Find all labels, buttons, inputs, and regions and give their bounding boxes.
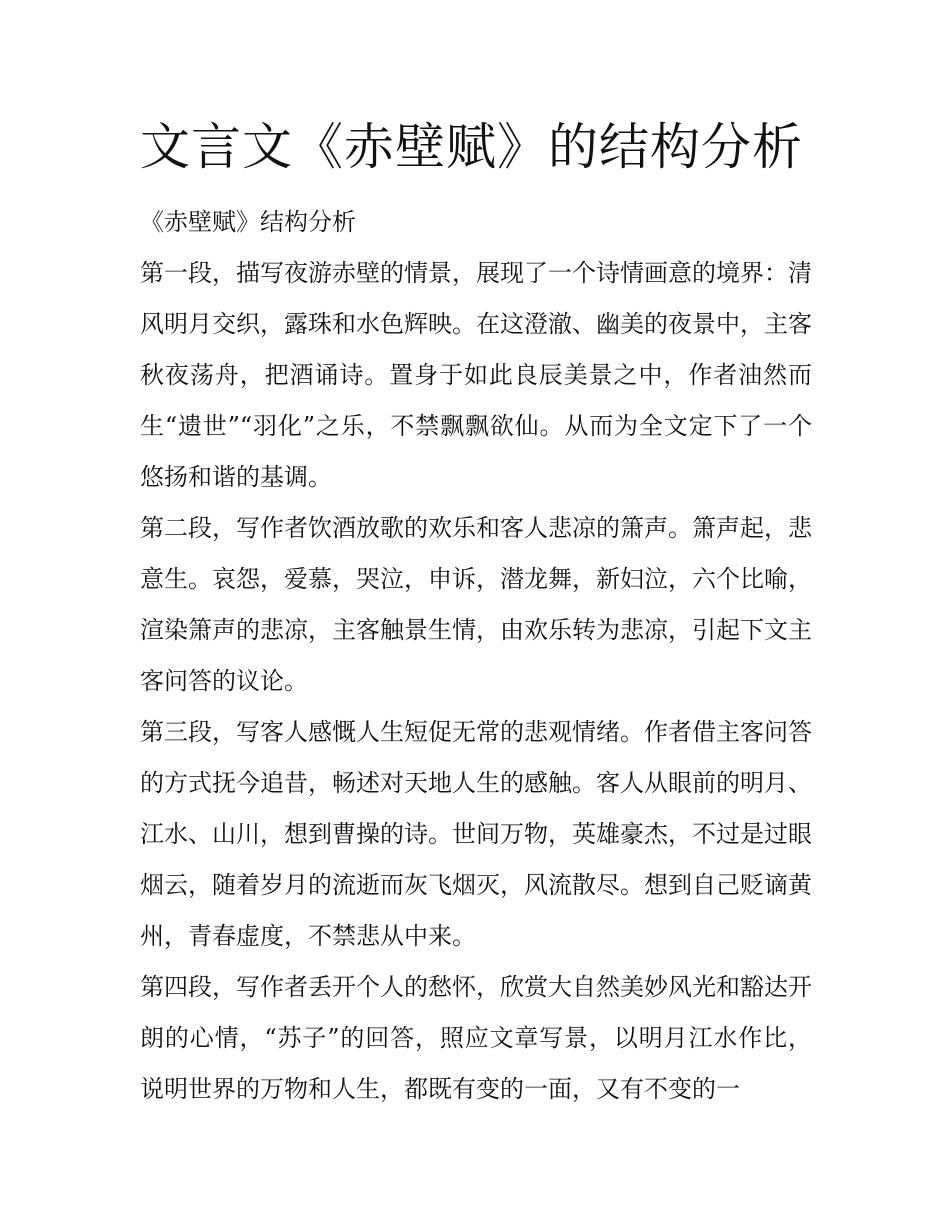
document-subtitle: 《赤壁赋》结构分析	[140, 208, 356, 236]
paragraph-1: 第一段，描写夜游赤壁的情景，展现了一个诗情画意的境界：清风明月交织，露珠和水色辉映。在这澄澈、幽美的夜景中，主客秋夜荡舟，把酒诵诗。置身于如此良辰美景之中，作者油然而生“遗世”“羽化”之乐，不禁飘飘欲仙。从而为全文定下了一个悠扬和谐的基调。	[140, 259, 812, 491]
paragraph-4: 第四段，写作者丢开个人的愁怀，欣赏大自然美妙风光和豁达开朗的心情，“苏子”的回答，照应文章写景，以明月江水作比，说明世界的万物和人生，都既有变的一面，又有不变的一	[140, 973, 812, 1103]
document-title: 文言文《赤壁赋》的结构分析	[140, 118, 803, 176]
paragraph-2: 第二段，写作者饮酒放歌的欢乐和客人悲凉的箫声。箫声起，悲意生。哀怨，爱慕，哭泣，申诉，潜龙舞，新妇泣，六个比喻，渲染箫声的悲凉，主客触景生情，由欢乐转为悲凉，引起下文主客问答的议论。	[140, 514, 812, 695]
document-body	[140, 197, 812, 1115]
paragraph-3: 第三段，写客人感慨人生短促无常的悲观情绪。作者借主客问答的方式抚今追昔，畅述对天地人生的感触。客人从眼前的明月、江水、山川，想到曹操的诗。世间万物，英雄豪杰，不过是过眼烟云，随着岁月的流逝而灰飞烟灭，风流散尽。想到自己贬谪黄州，青春虚度，不禁悲从中来。	[140, 718, 812, 950]
